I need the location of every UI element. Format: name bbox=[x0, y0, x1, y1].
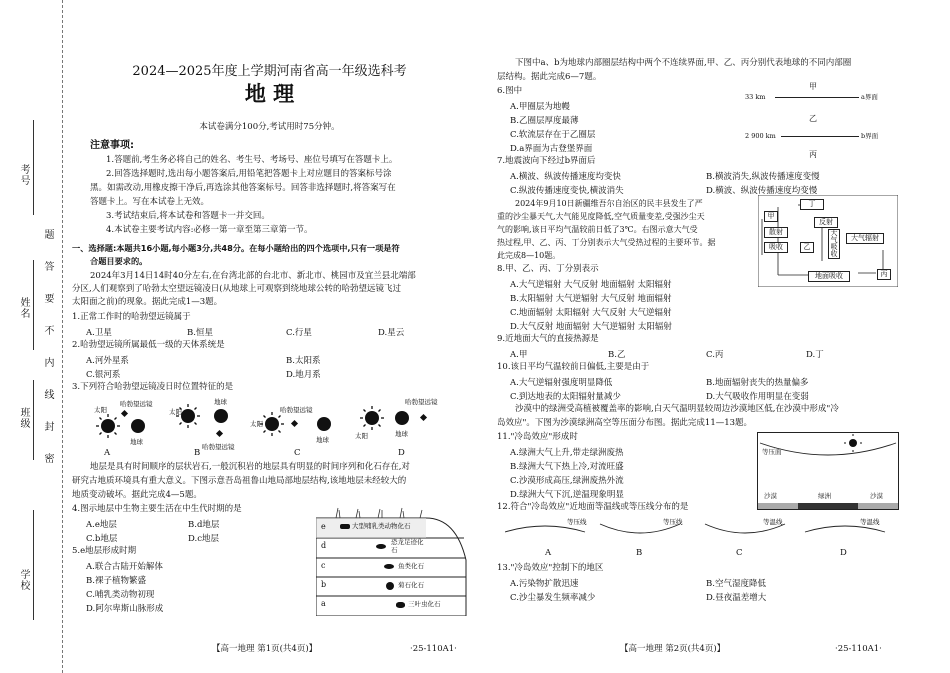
earth-interior-diagram bbox=[745, 80, 895, 162]
q11-option-a[interactable]: A.绿洲大气上升,带走绿洲废热 bbox=[510, 448, 624, 458]
strata-svg bbox=[316, 500, 471, 616]
section-heading-2: 合题目要求的。 bbox=[90, 256, 148, 266]
hubble-icon bbox=[420, 414, 427, 421]
desert-label: 沙漠 bbox=[764, 492, 777, 500]
footer-left-code: ·25-110A1· bbox=[410, 644, 457, 654]
q13-option-d[interactable]: D.昼夜温差增大 bbox=[706, 593, 767, 603]
earth-icon bbox=[317, 417, 331, 431]
box-sanshe: 散射 bbox=[764, 227, 788, 238]
q6-option-b[interactable]: B.乙圈层厚度最薄 bbox=[510, 116, 579, 126]
hubble-icon bbox=[291, 420, 298, 427]
q12-option-a[interactable]: A bbox=[545, 548, 552, 558]
box-dqxs: 大气吸收 bbox=[828, 229, 840, 259]
q6-option-d[interactable]: D.a界面为古登堡界面 bbox=[510, 144, 593, 154]
q3-option-b[interactable]: B bbox=[194, 448, 201, 458]
label-banji: 班级 bbox=[20, 408, 31, 430]
q12-diagram bbox=[505, 516, 895, 554]
seal-char: 封 bbox=[44, 422, 55, 433]
q9-option-c[interactable]: C.丙 bbox=[706, 350, 724, 360]
sun-icon bbox=[849, 439, 857, 447]
q9-option-a[interactable]: A.甲 bbox=[510, 350, 528, 360]
seal-char: 不 bbox=[44, 326, 55, 337]
q12-stem: 12.符合"冷岛效应"近地面等温线或等压线分布的是 bbox=[497, 502, 689, 512]
iso-label: 等温线 bbox=[860, 518, 880, 526]
q11-option-d[interactable]: D.绿洲大气下沉,逆温现象明显 bbox=[510, 490, 624, 500]
stratum-label: b bbox=[321, 580, 327, 589]
sun-label: 太阳 bbox=[94, 406, 107, 414]
layer-label-bing: 丙 bbox=[809, 150, 817, 159]
box-dqfs: 大气辐射 bbox=[846, 233, 884, 244]
depth-label: 33 km bbox=[745, 93, 766, 101]
fill-line-kaohao bbox=[33, 120, 34, 215]
q2-stem: 2.哈勃望远镜所属最低一级的天体系统是 bbox=[72, 340, 225, 350]
fossil-label: 大型哺乳类动物化石 bbox=[352, 522, 411, 530]
passage-line: 研究古地质环境具有重大意义。下图示意吾岛祖鲁山地局部地层结构,该地地层未经较大的 bbox=[72, 476, 407, 486]
strata-diagram bbox=[316, 500, 471, 616]
q2-option-c[interactable]: C.银河系 bbox=[86, 370, 121, 380]
stratum-label: c bbox=[321, 561, 326, 570]
trilobite-icon bbox=[396, 602, 405, 608]
box-bing: 丙 bbox=[877, 269, 891, 280]
q7-option-a[interactable]: A.横波、纵波传播速度均变快 bbox=[510, 172, 621, 182]
earth-icon bbox=[131, 419, 145, 433]
iso-label: 等压线 bbox=[567, 518, 587, 526]
layer-label-jia: 甲 bbox=[809, 82, 817, 91]
notes-heading: 注意事项: bbox=[90, 140, 134, 151]
q6-stem: 6.图中 bbox=[497, 86, 523, 96]
fill-line-banji bbox=[33, 380, 34, 460]
footer-right-text: 【高一地理 第2页(共4页)】 bbox=[620, 644, 726, 654]
box-fanshe: 反射 bbox=[814, 217, 838, 228]
q1-stem: 1.正常工作时的哈勃望远镜属于 bbox=[72, 312, 191, 322]
note-line: 3.考试结束后,将本试卷和答题卡一并交回。 bbox=[106, 211, 270, 221]
box-xishou: 吸收 bbox=[764, 242, 788, 253]
q11-stem: 11."冷岛效应"形成时 bbox=[497, 432, 578, 442]
q12-option-c[interactable]: C bbox=[736, 548, 743, 558]
q1-option-b[interactable]: B.恒星 bbox=[187, 328, 213, 338]
section-heading: 一、选择题:本题共16小题,每小题3分,共48分。在每小题给出的四个选项中,只有一项是符 bbox=[72, 243, 400, 253]
hubble-label: 哈勃望远镜 bbox=[202, 443, 235, 451]
subject-title: 地 理 bbox=[244, 81, 295, 106]
iso-label: 等压线 bbox=[663, 518, 683, 526]
oasis-strip bbox=[798, 503, 858, 509]
q10-option-d[interactable]: D.大气吸收作用明显在变弱 bbox=[706, 392, 809, 402]
q10-stem: 10.该日平均气温较前日偏低,主要是由于 bbox=[497, 362, 650, 372]
exam-title: 2024—2025年度上学期河南省高一年级选科考 bbox=[132, 64, 407, 79]
fossil-label: 三叶虫化石 bbox=[408, 600, 441, 608]
ammonite-icon bbox=[386, 582, 394, 590]
note-line: 答题卡上。写在本试卷上无效。 bbox=[90, 197, 210, 207]
interface-label: b界面 bbox=[861, 132, 879, 140]
isoline-d bbox=[805, 526, 885, 532]
q9-option-b[interactable]: B.乙 bbox=[608, 350, 626, 360]
seal-char: 线 bbox=[44, 390, 55, 401]
fossil-label: 恐龙足迹化石 bbox=[391, 538, 424, 554]
seal-char: 题 bbox=[44, 230, 55, 241]
q13-stem: 13."冷岛效应"控制下的地区 bbox=[497, 563, 604, 573]
binding-strip bbox=[0, 0, 63, 673]
passage-line: 2024年3月14日14时40分左右,在台湾北部的台北市、新北市、桃园市及宜兰县北端部 bbox=[90, 271, 416, 281]
q11-option-b[interactable]: B.绿洲大气下热上冷,对流旺盛 bbox=[510, 462, 624, 472]
sun-icon bbox=[96, 414, 120, 438]
box-jia: 甲 bbox=[764, 211, 778, 222]
hubble-icon bbox=[121, 410, 128, 417]
q10-option-b[interactable]: B.地面辐射丧失的热量偏多 bbox=[706, 378, 809, 388]
grass-icon bbox=[336, 508, 422, 518]
passage-line: 气的影响,该日平均气温较前日低了3℃。右图示意大气受 bbox=[497, 225, 698, 234]
desert-label: 沙漠 bbox=[870, 492, 883, 500]
earth-label: 地球 bbox=[214, 398, 227, 406]
q1-option-c[interactable]: C.行星 bbox=[286, 328, 312, 338]
layer-label-yi: 乙 bbox=[809, 114, 817, 123]
passage-line: 热过程,甲、乙、丙、丁分别表示大气受热过程的主要环节。据 bbox=[497, 238, 716, 247]
q8-option-a[interactable]: A.大气逆辐射 大气反射 地面辐射 太阳辐射 bbox=[510, 280, 672, 290]
isobar-label: 等压面 bbox=[762, 448, 782, 456]
q4-option-b[interactable]: B.d地层 bbox=[188, 520, 220, 530]
fill-line-xuexiao bbox=[33, 510, 34, 620]
mammal-icon bbox=[340, 524, 350, 529]
q3-diagram bbox=[80, 394, 450, 456]
interface-label: a界面 bbox=[861, 93, 878, 101]
oasis-label: 绿洲 bbox=[818, 492, 831, 500]
dinosaur-track-icon bbox=[376, 544, 386, 549]
passage-line: 重的沙尘暴天气,大气能见度降低,空气质量变差,受强沙尘天 bbox=[497, 212, 705, 221]
earth-icon bbox=[395, 411, 409, 425]
q12-option-d[interactable]: D bbox=[840, 548, 847, 558]
sun-label: 太阳 bbox=[355, 432, 368, 440]
note-line: 黑。如需改动,用橡皮擦干净后,再选涂其他答案标号。回答非选择题时,将答案写在 bbox=[90, 183, 396, 193]
note-line: 4.本试卷主要考试内容:必修一第一章至第三章第一节。 bbox=[106, 225, 313, 235]
earth-icon bbox=[214, 409, 228, 423]
q13-option-b[interactable]: B.空气湿度降低 bbox=[706, 579, 766, 589]
q13-option-a[interactable]: A.污染物扩散迅速 bbox=[510, 579, 579, 589]
a-interface-line bbox=[775, 97, 859, 98]
q3-option-a[interactable]: A bbox=[104, 448, 111, 458]
q12-option-b[interactable]: B bbox=[636, 548, 643, 558]
sun-icon bbox=[260, 412, 284, 436]
label-xingming: 姓名 bbox=[20, 298, 31, 320]
q2-option-a[interactable]: A.河外星系 bbox=[86, 356, 129, 366]
q5-option-b[interactable]: B.裸子植物繁盛 bbox=[86, 576, 146, 586]
iso-label: 等温线 bbox=[763, 518, 783, 526]
q6-option-c[interactable]: C.软流层存在于乙圈层 bbox=[510, 130, 596, 140]
hubble-label: 哈勃望远镜 bbox=[405, 398, 438, 406]
sun-label: 太阳 bbox=[169, 408, 182, 416]
q4-option-d[interactable]: D.c地层 bbox=[188, 534, 219, 544]
passage-line: 此完成8—10题。 bbox=[497, 251, 561, 260]
fossil-label: 菊石化石 bbox=[398, 581, 424, 589]
fossil-label: 鱼类化石 bbox=[398, 562, 424, 570]
seal-char: 内 bbox=[44, 358, 55, 369]
hubble-label: 哈勃望远镜 bbox=[120, 400, 153, 408]
passage-line: 层结构。据此完成6—7题。 bbox=[497, 72, 602, 82]
oasis-diagram bbox=[757, 432, 899, 510]
q10-option-a[interactable]: A.大气逆辐射强度明显降低 bbox=[510, 378, 613, 388]
q5-stem: 5.e地层形成时期 bbox=[72, 546, 137, 556]
q2-option-d[interactable]: D.地月系 bbox=[286, 370, 321, 380]
footer-left-text: 【高一地理 第1页(共4页)】 bbox=[212, 644, 318, 654]
fill-line-xingming bbox=[33, 260, 34, 350]
q1-option-a[interactable]: A.卫星 bbox=[86, 328, 112, 338]
stratum-label: a bbox=[321, 599, 326, 608]
box-dmxs: 地面吸收 bbox=[808, 271, 850, 282]
q9-stem: 9.近地面大气的直接热源是 bbox=[497, 334, 599, 344]
heating-diagram bbox=[758, 195, 898, 287]
seal-char: 要 bbox=[44, 294, 55, 305]
q7-stem: 7.地震波向下经过b界面后 bbox=[497, 156, 596, 166]
label-xuexiao: 学校 bbox=[20, 570, 31, 592]
q1-option-d[interactable]: D.星云 bbox=[378, 328, 405, 338]
q11-option-c[interactable]: C.沙漠形成高压,绿洲废热外流 bbox=[510, 476, 624, 486]
q8-stem: 8.甲、乙、丙、丁分别表示 bbox=[497, 264, 599, 274]
passage-line: 地质变动破坏。据此完成4—5题。 bbox=[72, 490, 202, 500]
q8-option-b[interactable]: B.太阳辐射 大气逆辐射 大气反射 地面辐射 bbox=[510, 294, 672, 304]
q13-option-c[interactable]: C.沙尘暴发生频率减少 bbox=[510, 593, 596, 603]
passage-line: 地层是具有时间顺序的层状岩石,一般沉积岩的地层具有明显的时间序列和化石存在,对 bbox=[90, 462, 410, 472]
q5-option-c[interactable]: C.哺乳类动物初现 bbox=[86, 590, 155, 600]
passage-line: 下图中a、b为地球内部圈层结构中两个不连续界面,甲、乙、丙分别代表地球的不同内部圈 bbox=[515, 58, 852, 68]
sun-label: 太阳 bbox=[250, 420, 263, 428]
passage-line: 岛效应"。下图为沙漠绿洲高空等压面分布图。据此完成11—13题。 bbox=[497, 418, 753, 428]
earth-label: 地球 bbox=[130, 438, 143, 446]
label-kaohao: 考号 bbox=[20, 165, 31, 187]
q3-option-c[interactable]: C bbox=[294, 448, 301, 458]
q9-option-d[interactable]: D.丁 bbox=[806, 350, 824, 360]
stratum-label: e bbox=[321, 522, 326, 531]
box-ding: 丁 bbox=[800, 199, 824, 210]
footer-right-code: ·25-110A1· bbox=[835, 644, 882, 654]
box-yi: 乙 bbox=[800, 242, 814, 253]
seal-char: 密 bbox=[44, 454, 55, 465]
passage-line: 分区,人们观察到了哈勃太空望远镜凌日(从地球上可观察到绕地球公转的哈勃望远镜飞过 bbox=[72, 284, 402, 294]
passage-line: 沙漠中的绿洲受高植被覆盖率的影响,白天气温明显较周边沙漠地区低,在沙漠中形成"冷 bbox=[515, 404, 839, 414]
exam-info: 本试卷满分100分,考试用时75分钟。 bbox=[199, 122, 340, 132]
q2-option-b[interactable]: B.太阳系 bbox=[286, 356, 321, 366]
sun-icon bbox=[360, 406, 384, 430]
hubble-icon bbox=[216, 430, 223, 437]
q6-option-a[interactable]: A.甲圈层为地幔 bbox=[510, 102, 570, 112]
q3-option-d[interactable]: D bbox=[398, 448, 405, 458]
q4-option-a[interactable]: A.e地层 bbox=[86, 520, 117, 530]
passage-line: 2024年9月10日新疆维吾尔自治区的民丰县发生了严 bbox=[515, 199, 703, 208]
q3-stem: 3.下列符合哈勃望远镜凌日时位置特征的是 bbox=[72, 382, 234, 392]
earth-label: 地球 bbox=[316, 436, 329, 444]
passage-line: 太阳面之前)的现象。据此完成1—3题。 bbox=[72, 297, 223, 307]
q7-option-c[interactable]: C.纵波传播速度变快,横波消失 bbox=[510, 186, 624, 196]
earth-label: 地球 bbox=[395, 430, 408, 438]
q4-option-c[interactable]: C.b地层 bbox=[86, 534, 118, 544]
stratum-label: d bbox=[321, 541, 327, 550]
q4-stem: 4.图示地层中生物主要生活在中生代时期的是 bbox=[72, 504, 242, 514]
q5-option-d[interactable]: D.阿尔卑斯山脉形成 bbox=[86, 604, 164, 614]
q8-option-c[interactable]: C.地面辐射 太阳辐射 大气反射 大气逆辐射 bbox=[510, 308, 672, 318]
isoline-a bbox=[505, 526, 585, 532]
q5-option-a[interactable]: A.联合古陆开始解体 bbox=[86, 562, 163, 572]
depth-label: 2 900 km bbox=[745, 132, 776, 140]
q10-option-c[interactable]: C.到达地表的太阳辐射量减少 bbox=[510, 392, 621, 402]
fish-icon bbox=[384, 564, 394, 569]
q7-option-d[interactable]: D.横波、纵波传播速度均变慢 bbox=[706, 186, 818, 196]
hubble-label: 哈勃望远镜 bbox=[280, 406, 313, 414]
note-line: 2.回答选择题时,选出每小题答案后,用铅笔把答题卡上对应题目的答案标号涂 bbox=[106, 169, 392, 179]
b-interface-line bbox=[781, 136, 859, 137]
q8-option-d[interactable]: D.大气反射 地面辐射 大气逆辐射 太阳辐射 bbox=[510, 322, 672, 332]
q7-option-b[interactable]: B.横波消失,纵波传播速度变慢 bbox=[706, 172, 820, 182]
note-line: 1.答题前,考生务必将自己的姓名、考生号、考场号、座位号填写在答题卡上。 bbox=[106, 155, 398, 165]
seal-char: 答 bbox=[44, 262, 55, 273]
